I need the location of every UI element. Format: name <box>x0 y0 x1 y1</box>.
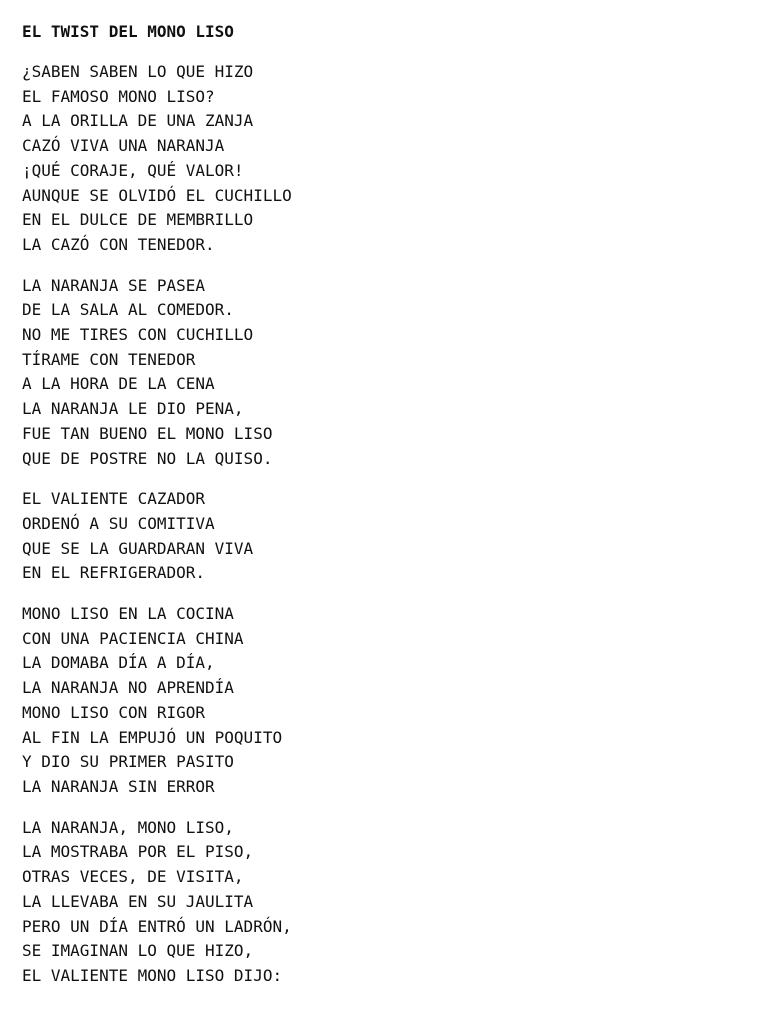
poem-line: AL FIN LA EMPUJÓ UN POQUITO <box>22 727 283 747</box>
poem-title: EL TWIST DEL MONO LISO <box>22 22 234 41</box>
poem-line: DE LA SALA AL COMEDOR. <box>22 300 234 320</box>
poem-line: SE IMAGINAN LO QUE HIZO, <box>22 941 254 961</box>
poem-line: Y DIO SU PRIMER PASITO <box>22 752 234 772</box>
poem-line: FUE TAN BUENO EL MONO LISO <box>22 423 273 443</box>
poem-line: LA NARANJA, MONO LISO, <box>22 817 234 837</box>
poem-line: LA DOMABA DÍA A DÍA, <box>22 653 215 673</box>
poem-line: MONO LISO EN LA COCINA <box>22 604 234 624</box>
stanza-5 <box>22 816 742 989</box>
poem-line: LA MOSTRABA POR EL PISO, <box>22 842 254 862</box>
poem-line: OTRAS VECES, DE VISITA, <box>22 867 244 887</box>
poem-line: LA LLEVABA EN SU JAULITA <box>22 891 254 911</box>
poem-line: CAZÓ VIVA UNA NARANJA <box>22 136 225 156</box>
document-page <box>22 20 742 1005</box>
stanza-2 <box>22 274 742 472</box>
poem-line: CON UNA PACIENCIA CHINA <box>22 628 244 648</box>
poem-line: ¡QUÉ CORAJE, QUÉ VALOR! <box>22 160 244 180</box>
poem-line: TÍRAME CON TENEDOR <box>22 349 196 369</box>
poem-line: A LA ORILLA DE UNA ZANJA <box>22 111 254 131</box>
poem-line: EL FAMOSO MONO LISO? <box>22 86 215 106</box>
poem-line: QUE DE POSTRE NO LA QUISO. <box>22 448 273 468</box>
stanza-3 <box>22 487 742 586</box>
poem-line: LA NARANJA SE PASEA <box>22 275 206 295</box>
poem-line: MONO LISO CON RIGOR <box>22 702 206 722</box>
poem-line: LA NARANJA NO APRENDÍA <box>22 678 234 698</box>
poem-line: EL VALIENTE CAZADOR <box>22 489 206 509</box>
poem-line: QUE SE LA GUARDARAN VIVA <box>22 538 254 558</box>
poem-line: LA NARANJA SIN ERROR <box>22 776 215 796</box>
poem-line: EN EL DULCE DE MEMBRILLO <box>22 210 254 230</box>
poem-line: AUNQUE SE OLVIDÓ EL CUCHILLO <box>22 185 292 205</box>
poem-line: EN EL REFRIGERADOR. <box>22 563 206 583</box>
poem-line: NO ME TIRES CON CUCHILLO <box>22 325 254 345</box>
poem-line: ORDENÓ A SU COMITIVA <box>22 513 215 533</box>
poem-line: LA NARANJA LE DIO PENA, <box>22 399 244 419</box>
poem-line: PERO UN DÍA ENTRÓ UN LADRÓN, <box>22 916 292 936</box>
poem-line: LA CAZÓ CON TENEDOR. <box>22 234 215 254</box>
poem-line: EL VALIENTE MONO LISO DIJO: <box>22 965 283 985</box>
poem-line: A LA HORA DE LA CENA <box>22 374 215 394</box>
stanza-4 <box>22 602 742 800</box>
poem-line: ¿SABEN SABEN LO QUE HIZO <box>22 62 254 81</box>
stanza-1 <box>22 60 742 258</box>
